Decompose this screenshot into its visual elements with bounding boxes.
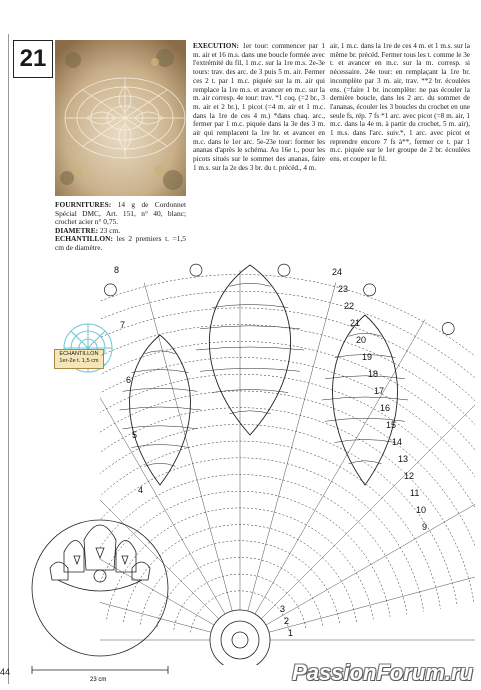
round-label: 4 — [138, 485, 144, 495]
overview-diagram — [18, 510, 183, 685]
round-label: 15 — [386, 420, 397, 430]
picot-loop — [278, 264, 290, 276]
pineapple-left-row — [131, 445, 188, 448]
pineapple-right-row — [335, 440, 396, 443]
round-label: 8 — [114, 265, 120, 275]
pineapple-center — [209, 265, 290, 435]
picot-loop — [364, 284, 376, 296]
round-label: 9 — [422, 522, 428, 532]
execution-text-1: 1er tour: commencer par 1 m. air et 16 m.s. dans une boucle formée avec l'extrémité du fil, 1 m.c. sur la 1re m.s. 2e-3e tours: trav. des arc. de 3 puis 5 m. air. Fermer ces 2 t. par 1 m.c. piquée sur la m. air qui remplace la 1re m.s. et avancer en m.c. sur la m. air corresp. 4e tour: trav. *1 coq. (=2 br., 3 m. air et 2 br.), 1 picot (=4 m. air et 1 m.c. dans la 1re de ces 4 m.) *dans chaq. arc., fermer par 1 m.c. piquée dans la 3e des 3 m. air qui remplacent la 1re br. et avancer en m.c. dans le 1er arc. 5e-23e tour: former les ananas d'après le schéma. Au 16e t., pour les picots situés sur le sommet des ananas, faire 1 m.s. sur la 2e des 3 br. du t. précéd., 4 m. — [193, 42, 326, 172]
picot-loop — [442, 323, 454, 335]
center-ring — [221, 621, 259, 659]
round-label: 1 — [288, 628, 294, 638]
center-ring — [232, 632, 248, 648]
echantillon-label: ECHANTILLON: — [55, 234, 113, 244]
chart-spoke — [255, 320, 428, 614]
round-label: 14 — [392, 437, 403, 447]
pattern-number: 21 — [13, 40, 53, 78]
chart-spoke — [266, 455, 475, 625]
sample-box-title: ECHANTILLON — [59, 351, 99, 357]
round-label: 20 — [356, 335, 367, 345]
pineapple-left-row — [120, 407, 201, 410]
overview-circle — [32, 520, 168, 656]
overview-petal — [50, 562, 68, 580]
pineapple-right-row — [325, 376, 405, 379]
pineapple-left-row — [123, 388, 198, 391]
round-label: 18 — [368, 369, 379, 379]
page-number: 44 — [0, 667, 11, 677]
round-label: 21 — [350, 318, 361, 328]
pineapple-center-row — [196, 347, 304, 350]
pineapple-right-row — [322, 397, 408, 400]
round-label: 7 — [120, 320, 126, 330]
round-label: 13 — [398, 454, 409, 464]
chart-spoke — [261, 378, 475, 618]
overview-center — [94, 570, 106, 582]
round-label: 10 — [416, 505, 427, 515]
round-label: 22 — [344, 301, 355, 311]
round-label: 6 — [126, 375, 132, 385]
round-label: 11 — [410, 488, 420, 498]
picot-loop — [190, 264, 202, 276]
round-label: 23 — [338, 284, 349, 294]
diametre-label: DIAMETRE: — [55, 225, 99, 235]
overview-petal — [132, 562, 150, 580]
chart-spoke — [248, 283, 336, 611]
round-label: 12 — [404, 471, 415, 481]
pineapple-left-row — [145, 351, 176, 354]
round-label: 19 — [362, 352, 373, 362]
pineapple-center-row — [212, 390, 288, 393]
echantillon-text: les 2 premiers t. =1,5 cm de diamètre. — [55, 234, 186, 252]
pineapple-center-row — [200, 326, 300, 329]
pineapple-left-row — [131, 370, 188, 373]
doily-photo — [55, 40, 186, 196]
pineapple-left-row — [123, 426, 198, 429]
pineapple-left-row — [145, 463, 176, 466]
round-label: 3 — [280, 604, 286, 614]
pineapple-center-row — [200, 368, 300, 371]
execution-column-1 — [193, 42, 325, 173]
round-label: 24 — [332, 267, 343, 277]
picot-loop — [104, 284, 116, 296]
pineapple-left — [130, 335, 191, 485]
overview-dimension: 23 cm — [90, 677, 107, 683]
round-label: 2 — [284, 616, 290, 626]
round-label: 17 — [374, 386, 385, 396]
round-label: 5 — [132, 430, 138, 440]
sample-box — [54, 349, 104, 369]
pineapple-center-row — [229, 411, 270, 414]
watermark: PassionForum.ru — [292, 660, 473, 685]
fournitures-text: 14 g de Cordonnet Spécial DMC, Art. 151, n° 40, blanc; crochet acier n° 0,75. — [55, 200, 186, 227]
overview-petal — [84, 525, 116, 570]
chart-spoke — [269, 544, 475, 632]
execution-label: EXECUTION: — [193, 42, 239, 50]
fournitures-label: FOURNITURES: — [55, 200, 112, 209]
overview-marks — [74, 548, 128, 564]
execution-text-2: air, 1 m.c. dans la 1re de ces 4 m. et 1 m.s. sur la même br. précéd. Fermer tous les t. comme le 3e t. et avancer en m.c. sur la m. corresp. si nécessaire. 24e tour: en remplaçant la 1re br. incomplète par 3 m. air, trav. **2 br. écoulées ens. (=faire 1 br. incomplète: ne pas écouler la dernière boucle, dans les 2 arc. du sommet de l'ananas, écouler les 3 boucles du crochet en une seule fs, rép. 7 fs *1 arc. avec picot (=8 m. air, 1 m.c. dans la 4e m. à partir du crochet, 5 m. air), 1 m.s. dans l'arc. suiv.*, 1 arc. avec picot et reprendre encore 7 fs à**, fermer ce t. par 1 m.c. piquée sur le 1er groupe de 2 br. écoulées ens. et couper le fil. — [330, 42, 470, 164]
diametre-text: 23 cm. — [99, 225, 121, 235]
round-label: 16 — [380, 403, 391, 413]
center-ring — [210, 610, 270, 665]
pineapple-center-row — [212, 305, 288, 308]
pineapple-center-row — [229, 283, 270, 286]
sample-box-text: 1er-2e t. 1,5 cm — [59, 358, 99, 364]
execution-column-2 — [330, 42, 470, 164]
